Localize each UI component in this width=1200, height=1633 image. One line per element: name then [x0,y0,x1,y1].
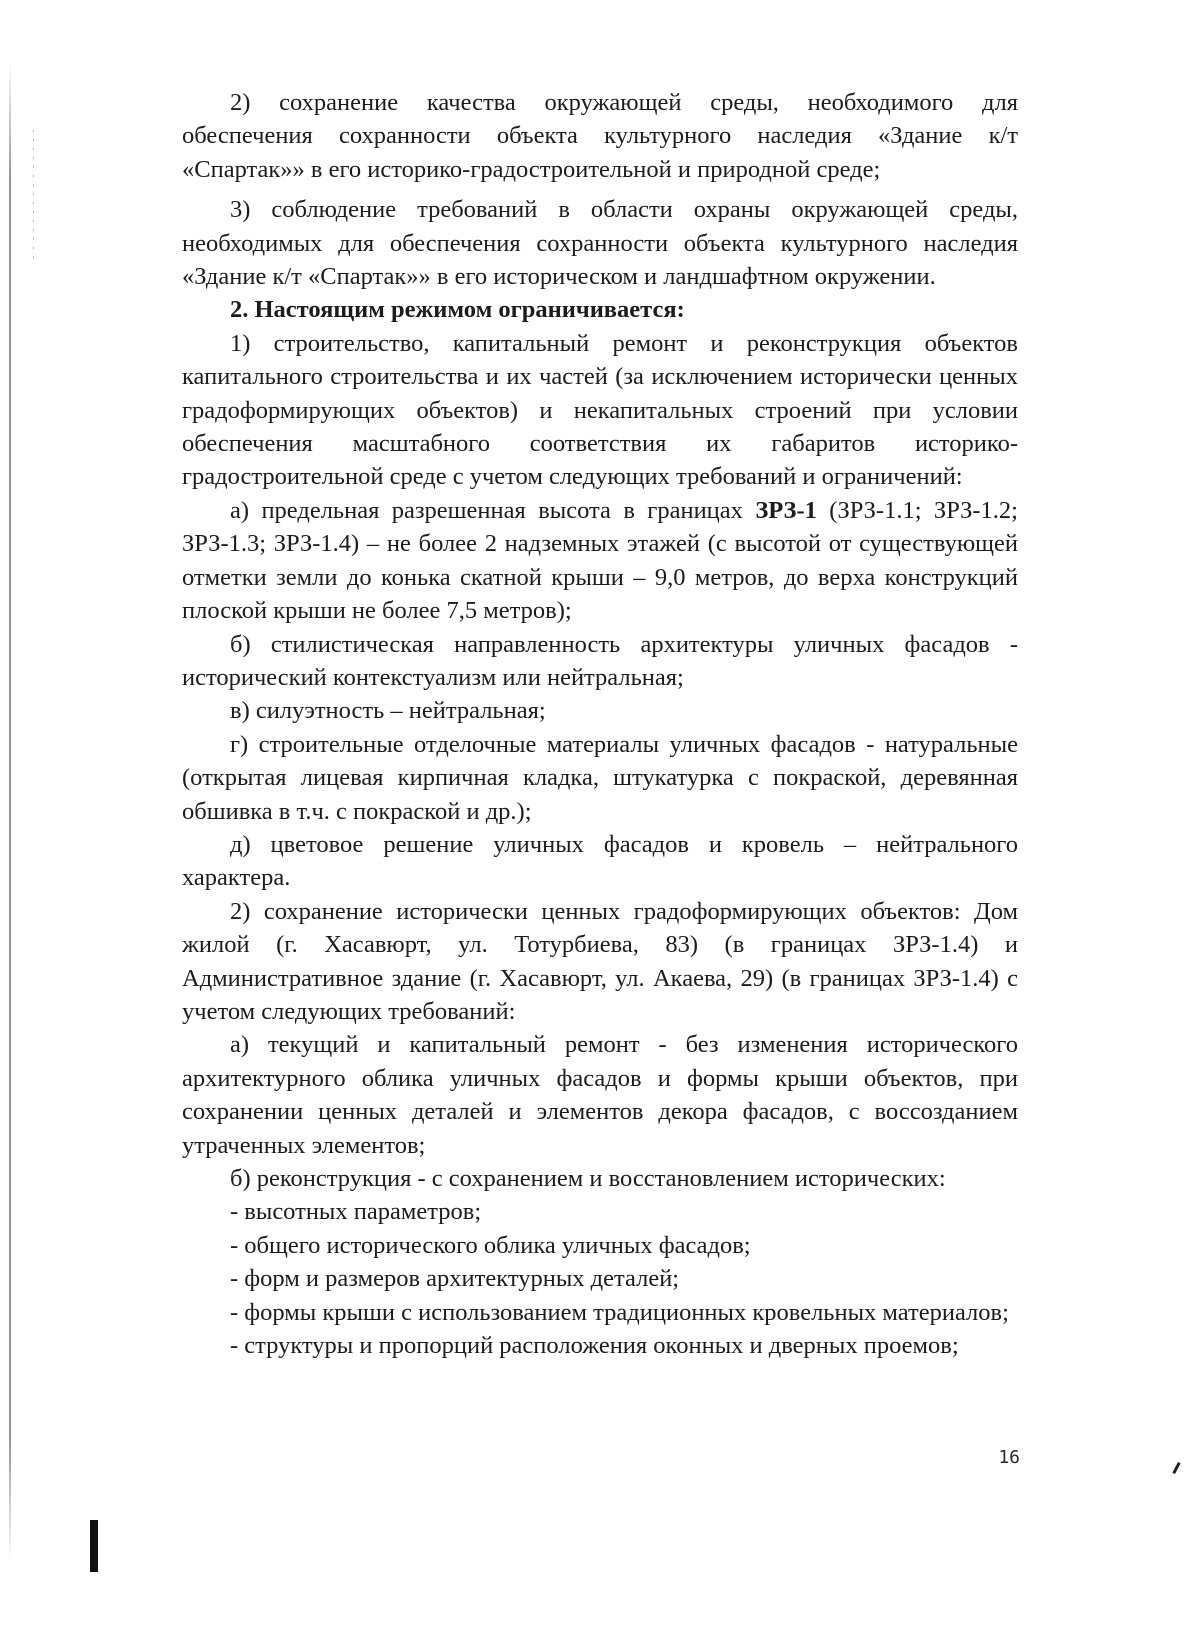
list-item-openings-structure: - структуры и пропорций расположения оконных и дверных проемов; [230,1332,959,1360]
document-body [182,86,1018,1362]
paragraph-repair: а) текущий и капитальный ремонт - без изменения исторического архитектурного облика уличных фасадов и формы крыши объектов, при сохранении ценных деталей и элементов декора фасадов, с воссозданием утраченных элементов; [182,1031,1018,1159]
paragraph-reconstruction: б) реконструкция - с сохранением и восстановлением исторических: [230,1165,946,1192]
paragraph-height-limit [182,494,1018,628]
scan-edge-dots [33,130,34,260]
list-item-facade-appearance: - общего исторического облика уличных фасадов; [230,1231,751,1259]
paragraph-item-2-environment-quality: 2) сохранение качества окружающей среды, необходимого для обеспечения сохранности объекта культурного наследия «Здание к/т «Спартак»» в его историко-градостроительной и природной среде; [182,89,1018,183]
paragraph-construction-restrictions: 1) строительство, капитальный ремонт и реконструкция объектов капитального строительства и их частей (за исключением исторически ценных градоформирующих объектов) и некапитальных строений при условии обеспечения масштабного соответствия их габаритов историко-градостроительной среде с учетом следующих требований и ограничений: [182,329,1018,491]
height-limit-text-end: (ЗРЗ-1.1; ЗРЗ-1.2; ЗРЗ-1.3; ЗРЗ-1.4) – не более 2 надземных этажей (с высотой от существующей отметки земли до конька скатной крыши – 9,0 метров, до верха конструкций плоской крыши не более 7,5 метров); [182,496,1018,625]
paragraph-item-3-environment-protection: 3) соблюдение требований в области охраны окружающей среды, необходимых для обеспечения сохранности объекта культурного наследия «Здание к/т «Спартак»» в его историческом и ландшафтном окружении. [182,196,1018,291]
scan-corner-mark [1172,1462,1180,1474]
paragraph-finishing-materials: г) строительные отделочные материалы уличных фасадов - натуральные (открытая лицевая кирпичная кладка, штукатурка с покраской, деревянная обшивка в т.ч. с покраской и др.); [182,730,1018,825]
paragraph-silhouette: в) силуэтность – нейтральная; [230,697,546,725]
section-heading-restrictions: 2. Настоящим режимом ограничивается: [230,296,685,324]
paragraph-preserve-historic-objects: 2) сохранение исторически ценных градоформирующих объектов: Дом жилой (г. Хасавюрт, ул. Тотурбиева, 83) (в границах ЗРЗ-1.4) и Административное здание (г. Хасавюрт, ул. Акаева, 29) (в границах ЗРЗ-1.4) с учетом следующих требований: [182,897,1018,1025]
zone-code-bold: ЗРЗ-1 [755,496,817,524]
list-item-architectural-details: - форм и размеров архитектурных деталей; [230,1265,680,1293]
list-item-roof-form: - формы крыши с использованием традиционных кровельных материалов; [230,1298,1009,1326]
page-number: 16 [998,1447,1020,1468]
list-item-height-params: - высотных параметров; [230,1198,482,1226]
paragraph-style-direction: б) стилистическая направленность архитектуры уличных фасадов - исторический контекстуализм или нейтральная; [182,630,1018,691]
height-limit-text-start: а) предельная разрешенная высота в границах [230,496,756,524]
paragraph-color-solution: д) цветовое решение уличных фасадов и кровель – нейтрального характера. [182,830,1018,892]
scan-edge-line [9,60,11,1560]
scan-edge-mark [90,1520,98,1572]
